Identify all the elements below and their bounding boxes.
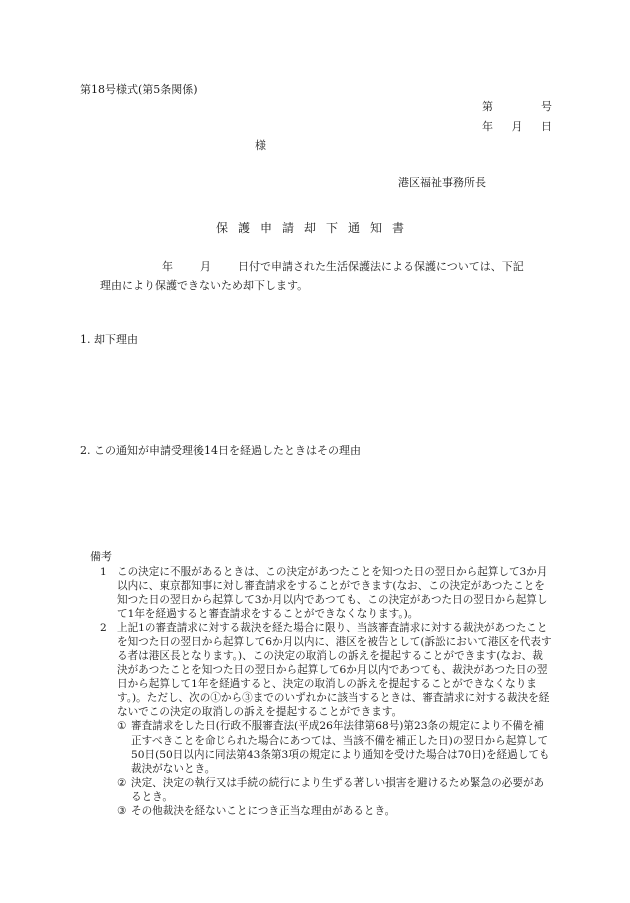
note-item-2-text: 上記1の審査請求に対する裁決を経た場合に限り、当該審査請求に対する裁決があつたことを知つた日の翌日から起算して6か月以内に、港区を被告として(訴訟において港区を代表する者は港区長となります。)、この決定の取消しの訴えを提起することができます(なお、裁決があつたことを知つた日の翌日から起算して6か月以内であつても、裁決があつた日の翌日から起算して1年を経過すると、決定の取消しの訴えを提起することができなくなります。)。ただし、次の①から③までのいずれかに該当するときは、審査請求に対する裁決を経ないでこの決定の取消しの訴えを提起することができます。: [117, 621, 552, 719]
notes-heading: 備考: [90, 550, 112, 563]
date-month: 月: [511, 120, 523, 133]
number-prefix: 第: [482, 100, 493, 113]
number-suffix: 号: [541, 100, 552, 113]
body-month: 月: [200, 260, 211, 273]
body-line1-rest: 日付で申請された生活保護法による保護については、下記: [238, 260, 524, 273]
note-sub-item-3: [117, 804, 552, 818]
body-year: 年: [162, 260, 173, 273]
date-day: 日: [541, 120, 552, 133]
issue-date-line: [482, 119, 552, 134]
notice-body: [100, 257, 550, 296]
note-sub-item-3-number: ③: [117, 804, 127, 817]
note-sub-item-2-text: 決定、決定の執行又は手続の続行により生ずる著しい損害を避けるため緊急の必要があるとき。: [131, 776, 545, 803]
note-sub-item-1-number: ①: [117, 720, 127, 733]
note-item-1-number: 1: [100, 565, 107, 578]
body-line-1: [100, 257, 550, 276]
note-item-2: [100, 621, 552, 720]
notes: [90, 550, 552, 818]
document-title: 保護申請却下通知書: [215, 221, 414, 235]
addressee: 様: [255, 139, 266, 152]
note-sub-item-2: [117, 776, 552, 804]
note-sub-item-3-text: その他裁決を経ないことにつき正当な理由があるとき。: [131, 804, 396, 817]
form-number: 第18号様式(第5条関係): [80, 83, 198, 96]
note-item-1: [100, 565, 552, 621]
body-line-2: 理由により保護できないため却下します。: [100, 279, 309, 293]
note-sub-item-1: [117, 719, 552, 775]
section-rejection-reason: 1. 却下理由: [80, 333, 138, 346]
date-year: 年: [482, 120, 493, 133]
section-delay-reason: 2. この通知が申請受理後14日を経過したときはその理由: [80, 444, 361, 457]
document-number-line: [482, 99, 552, 114]
note-item-2-number: 2: [100, 621, 107, 634]
sender: 港区福祉事務所長: [398, 176, 486, 189]
note-sub-item-2-number: ②: [117, 776, 127, 789]
note-item-1-text: この決定に不服があるときは、この決定があつたことを知つた日の翌日から起算して3か月以内に、東京都知事に対し審査請求をすることができます(なお、この決定があつたことを知つた日の翌日から起算して3か月以内であつても、この決定があつた日の翌日から起算して1年を経過すると審査請求をすることができなくなります。)。: [117, 565, 548, 620]
note-sub-item-1-text: 審査請求をした日(行政不服審査法(平成26年法律第68号)第23条の規定により不備を補正すべきことを命じられた場合にあつては、当該不備を補正した日)の翌日から起算して50日(50日以内に同法第43条第3項の規定により通知を受けた場合は70日)を経過しても裁決がないとき。: [131, 720, 550, 775]
